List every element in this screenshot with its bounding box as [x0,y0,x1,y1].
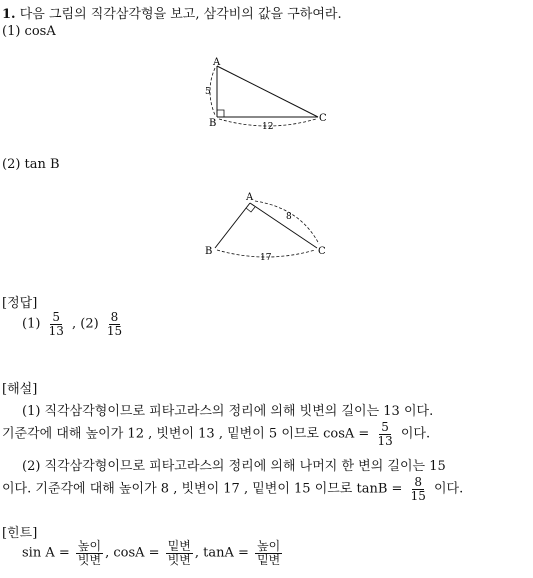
hint-tan-label: tanA = [203,545,249,561]
solution-2-text: 이다. 기준각에 대해 높이가 8 , 빗변이 17 , 밑변이 15 이므로 tanB = [2,481,403,497]
hint-tan-fraction [255,540,282,566]
hint-cos-fraction [166,540,193,566]
denominator: 13 [377,433,393,448]
label-ab: 5 [205,87,211,97]
solution-2-fraction [409,476,428,502]
hint-sin-label: sin A = [22,545,70,561]
numerator: 8 [110,310,119,324]
brace-ac [255,201,319,244]
vertex-b: B [205,246,213,257]
label-ac: 8 [286,212,292,222]
numerator: 5 [52,310,61,324]
label-bc: 17 [260,253,272,263]
solution-1-end: 이다. [400,426,431,442]
vertex-c: C [318,246,326,257]
hint-separator: , [105,545,110,561]
numerator: 높이 [257,539,281,553]
hint-cos-label: cosA = [113,545,160,561]
solution-heading: [해설] [2,382,38,397]
hint-heading: [힌트] [2,526,38,541]
denominator: 빗변 [77,552,102,567]
label-bc: 12 [262,122,274,132]
side-ab [215,203,250,248]
part-1-label: (1) cosA [2,24,56,39]
numerator: 8 [414,475,423,489]
denominator: 15 [410,488,426,503]
answer-1-label: (1) [22,316,41,332]
denominator: 빗변 [167,552,191,567]
answer-2-fraction [105,311,124,337]
denominator: 15 [106,323,123,338]
solution-2-line-2 [2,476,463,502]
right-angle-mark [246,207,255,212]
numerator: 밑변 [167,539,191,553]
answer-heading: [정답] [2,296,38,311]
brace-ab [210,68,215,115]
problem-instruction: 다음 그림의 직각삼각형을 보고, 삼각비의 값을 구하여라. [19,7,342,22]
part-2-label: (2) tan B [2,157,60,172]
problem-statement [2,3,342,22]
solution-2-line-1: (2) 직각삼각형이므로 피타고라스의 정리에 의해 나머지 한 변의 길이는 15 [22,459,446,474]
vertex-b: B [209,118,217,129]
vertex-c: C [319,113,327,124]
right-angle-mark [217,110,224,117]
triangle-figure-1 [200,55,335,135]
answer-separator: , (2) [71,316,99,332]
answer-line [22,311,126,337]
hint-separator: , [194,545,200,561]
solution-1-line-1: (1) 직각삼각형이므로 피타고라스의 정리에 의해 빗변의 길이는 13 이다. [22,404,434,419]
solution-1-text: 기준각에 대해 높이가 12 , 빗변이 13 , 밑변이 5 이므로 cosA = [2,426,370,442]
triangle-figure-2 [200,188,335,268]
solution-1-line-2 [2,421,430,447]
denominator: 밑변 [257,552,281,567]
side-ac [217,66,318,117]
hint-sin-fraction [76,540,103,566]
vertex-a: A [213,57,221,68]
denominator: 13 [48,323,64,338]
solution-1-fraction [375,421,394,447]
hint-line [22,540,284,566]
numerator: 5 [381,420,389,434]
answer-1-fraction [47,311,66,337]
side-ac [250,203,317,248]
solution-2-end: 이다. [434,481,464,497]
numerator: 높이 [77,539,102,553]
vertex-a: A [246,192,254,203]
problem-number: 1. [2,7,16,22]
